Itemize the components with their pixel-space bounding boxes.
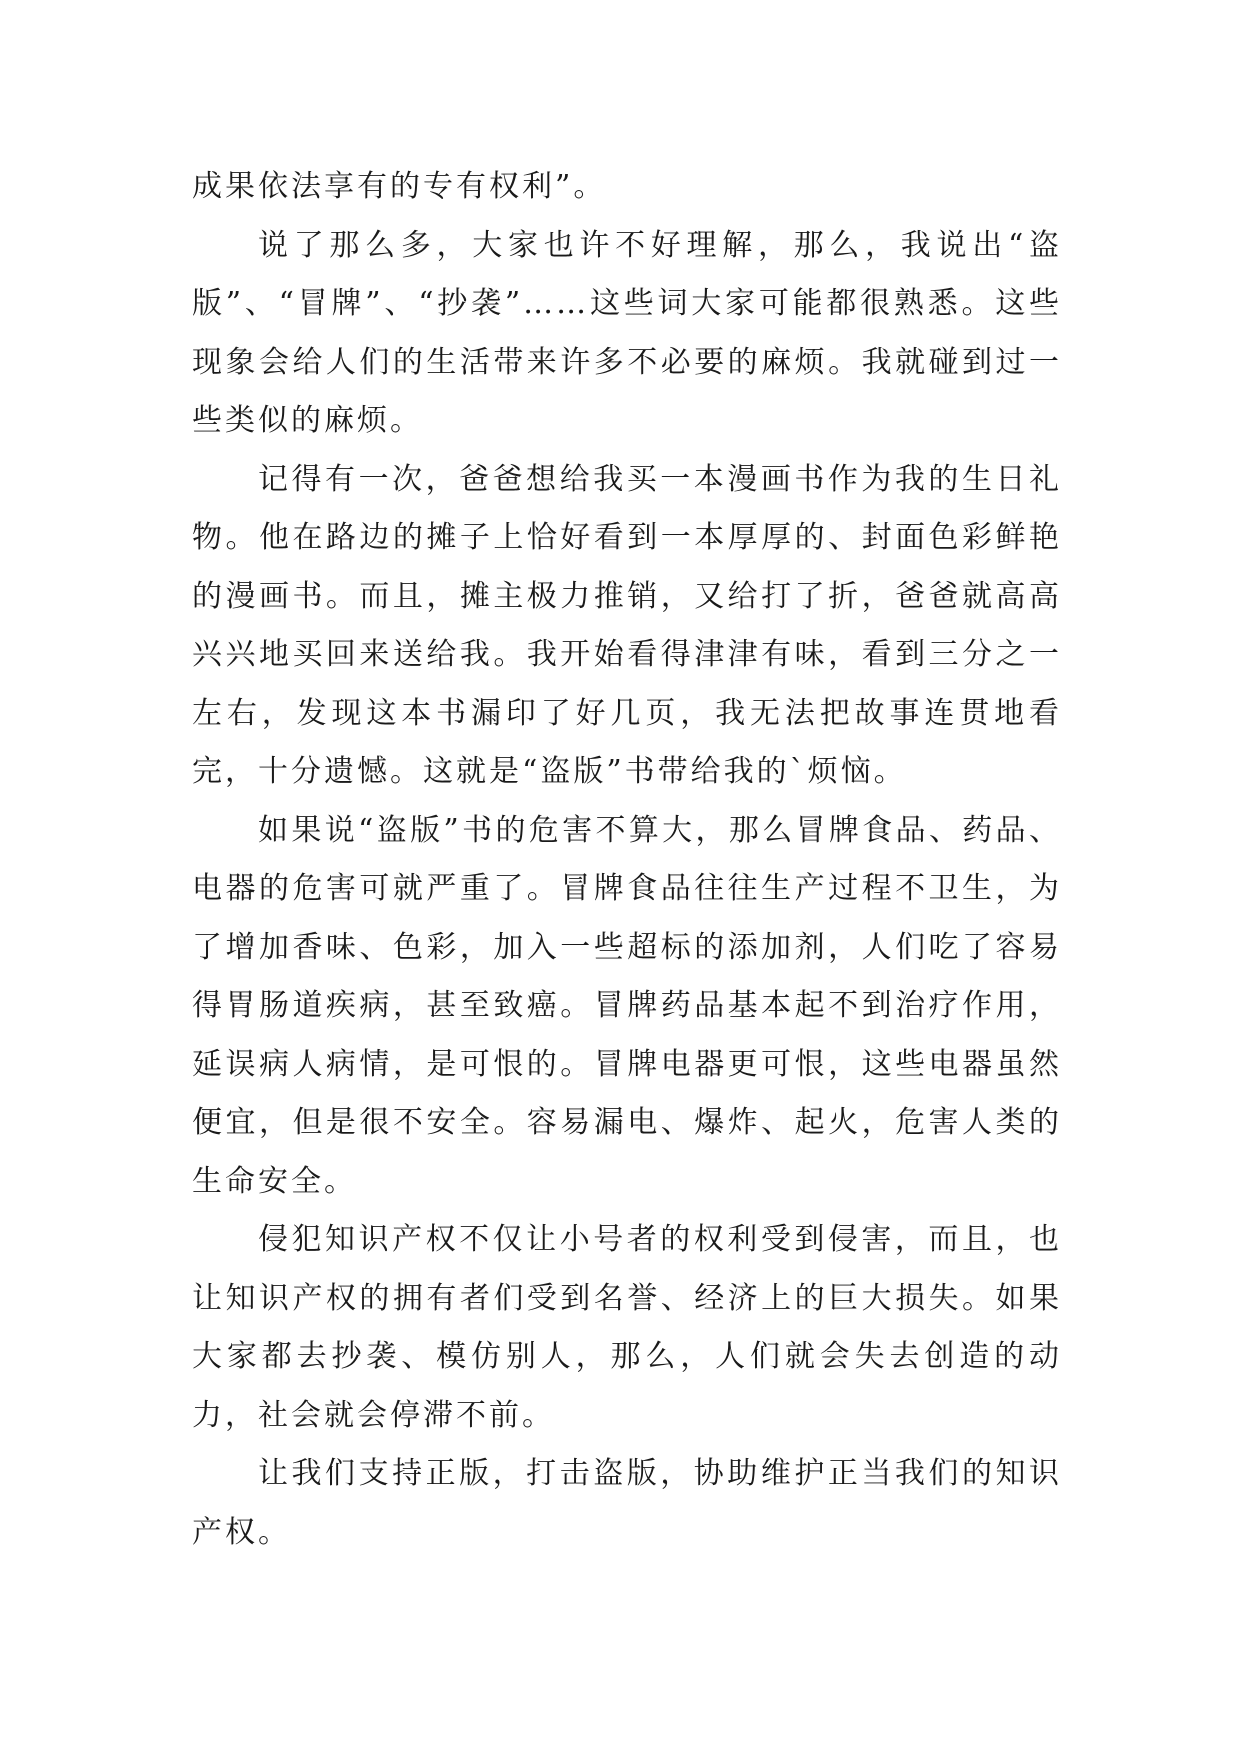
paragraph-6: 让我们支持正版，打击盗版，协助维护正当我们的知识产权。 — [192, 1456, 1062, 1550]
document-body — [192, 158, 1062, 1562]
paragraph-5: 侵犯知识产权不仅让小号者的权利受到侵害，而且，也让知识产权的拥有者们受到名誉、经济上的巨大损失。如果大家都去抄袭、模仿别人，那么，人们就会失去创造的动力，社会就会停滞不前。 — [192, 1222, 1062, 1433]
paragraph-1: 成果依法享有的专有权利”。 — [192, 169, 607, 204]
paragraph-3: 记得有一次，爸爸想给我买一本漫画书作为我的生日礼物。他在路边的摊子上恰好看到一本厚厚的、封面色彩鲜艳的漫画书。而且，摊主极力推销，又给打了折，爸爸就高高兴兴地买回来送给我。我开始看得津津有味，看到三分之一左右，发现这本书漏印了好几页，我无法把故事连贯地看完，十分遗憾。这就是“盗版”书带给我的`烦恼。 — [192, 461, 1062, 789]
paragraph-2: 说了那么多，大家也许不好理解，那么，我说出“盗版”、“冒牌”、“抄袭”……这些词大家可能都很熟悉。这些现象会给人们的生活带来许多不必要的麻烦。我就碰到过一些类似的麻烦。 — [192, 227, 1062, 438]
paragraph-4: 如果说“盗版”书的危害不算大，那么冒牌食品、药品、电器的危害可就严重了。冒牌食品往往生产过程不卫生，为了增加香味、色彩，加入一些超标的添加剂，人们吃了容易得胃肠道疾病，甚至致癌。冒牌药品基本起不到治疗作用，延误病人病情，是可恨的。冒牌电器更可恨，这些电器虽然便宜，但是很不安全。容易漏电、爆炸、起火，危害人类的生命安全。 — [192, 812, 1062, 1199]
